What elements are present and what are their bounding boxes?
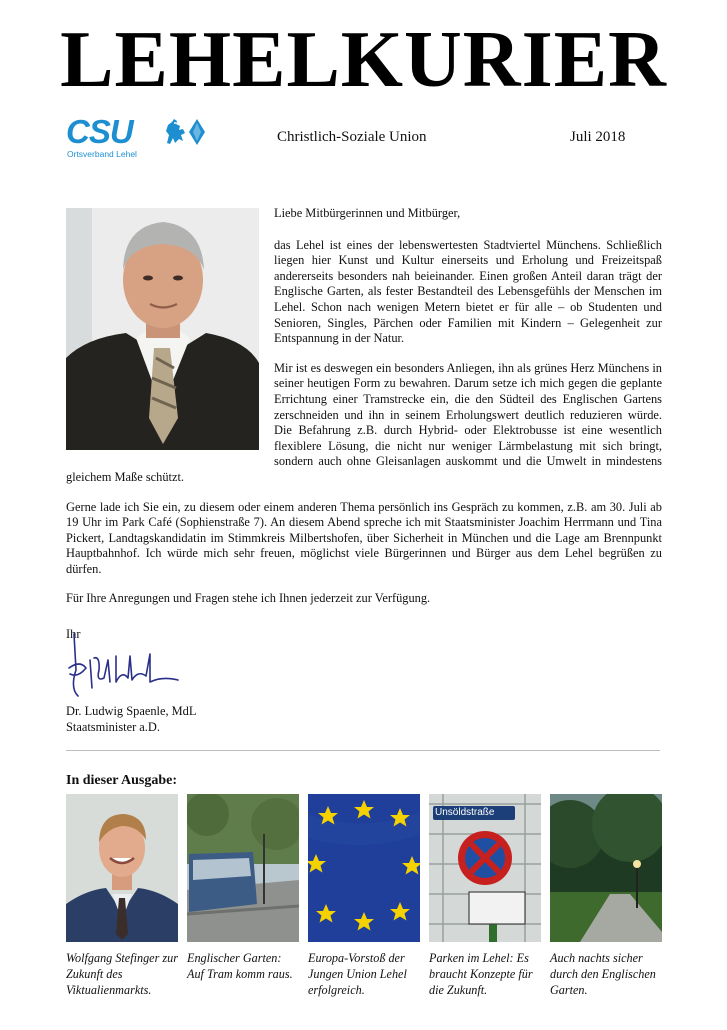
masthead-title: LEHELKURIER: [60, 16, 667, 104]
handwritten-signature: [66, 630, 196, 700]
logo-wordmark: CSU: [66, 113, 133, 150]
signer-name: Dr. Ludwig Spaenle, MdL: [66, 704, 197, 718]
teaser-photo-eu-flag: [308, 794, 420, 942]
editorial-letter: [66, 206, 662, 621]
letter-signer: [66, 703, 196, 735]
teaser-item[interactable]: [187, 794, 299, 982]
portrait-spacer: [66, 206, 274, 468]
issue-date: Juli 2018: [570, 129, 626, 145]
csu-logo: [66, 114, 206, 164]
issue-teasers: [66, 794, 662, 1019]
issue-heading: In dieser Ausgabe:: [66, 773, 177, 788]
section-divider: [66, 750, 660, 751]
letter-paragraph: Gerne lade ich Sie ein, zu diesem oder einem anderen Thema persönlich ins Gespräch zu kommen, z.B. am 30. Juli ab 19 Uhr im Park Café (Sophienstraße 7). An diesem Abend spreche ich mit Staatsminister Joachim Herrmann und Tina Pickert, Landtagskandidatin im Stimmkreis Milbertshofen, über Sicherheit in München und die Lage am Brennpunkt Hauptbahnhof. Ich würde mich sehr freuen, möglichst viele Bürgerinnen und Bürger aus dem Lehel begrüßen zu dürfen.: [66, 499, 662, 576]
teaser-photo-night-park: [550, 794, 662, 942]
teaser-item[interactable]: [429, 794, 541, 998]
party-name: Christlich-Soziale Union: [277, 129, 427, 145]
letter-paragraph: das Lehel ist eines der lebenswertesten Stadtviertel Münchens. Schließlich liegen hier Kunst und Kultur einerseits und Erholung und Freizeitspaß andererseits besonders nah beieinander. Einen großen Anteil daran trägt der Englische Garten, als fester Bestandteil des Lebensgefühls der Menschen im Lehel. Schon nach wenigen Metern bietet er für alle – ob Studenten und Senioren, Singles, Pärchen oder Familien mit Kindern – Gelegenheit zur Entspannung in der Natur.: [274, 237, 662, 346]
signer-title: Staatsminister a.D.: [66, 720, 160, 734]
street-sign-label: Unsöldstraße: [435, 807, 495, 818]
letter-greeting: Liebe Mitbürgerinnen und Mitbürger,: [274, 206, 461, 220]
lion-icon: [161, 117, 189, 147]
teaser-item[interactable]: [550, 794, 662, 998]
teaser-caption: Englischer Garten: Auf Tram komm raus.: [187, 951, 293, 981]
letter-paragraph: Mir ist es deswegen ein besonders Anliegen, ihn als grünes Herz Münchens in seiner heutigen Form zu bewahren. Darum setze ich mich gegen die geplante Errichtung einer Tramstrecke ein, die den Südteil des Englischen Gartens zerschneiden und ihn in seinem Erholungswert deutlich reduzieren würde. Die Befahrung z.B. durch Hybrid- oder Elektrobusse ist eine wesentlich flexiblere Lösung, die nicht nur weniger Lärmbelastung mit sich bringt, sondern auch ohne Gleisanlagen auskommt und die Umwelt in mindestens gleichem Maße schützt.: [66, 360, 662, 484]
teaser-photo-stefinger: [66, 794, 178, 942]
rhombus-icon: [189, 119, 205, 145]
teaser-item[interactable]: [308, 794, 420, 998]
letter-closing: Ihr: [66, 627, 81, 641]
logo-subtitle: Ortsverband Lehel: [67, 149, 137, 159]
teaser-photo-tram: [187, 794, 299, 942]
teaser-caption: Wolfgang Stefinger zur Zukunft des Viktualienmarkts.: [66, 951, 178, 997]
teaser-photo-parking: [429, 794, 541, 942]
teaser-item[interactable]: [66, 794, 178, 998]
teaser-caption: Auch nachts sicher durch den Englischen Garten.: [550, 951, 656, 997]
teaser-caption: Parken im Lehel: Es braucht Konzepte für die Zukunft.: [429, 951, 533, 997]
teaser-caption: Europa-Vorstoß der Jungen Union Lehel erfolgreich.: [308, 951, 407, 997]
letter-paragraph: Für Ihre Anregungen und Fragen stehe ich Ihnen jederzeit zur Verfügung.: [66, 591, 431, 606]
